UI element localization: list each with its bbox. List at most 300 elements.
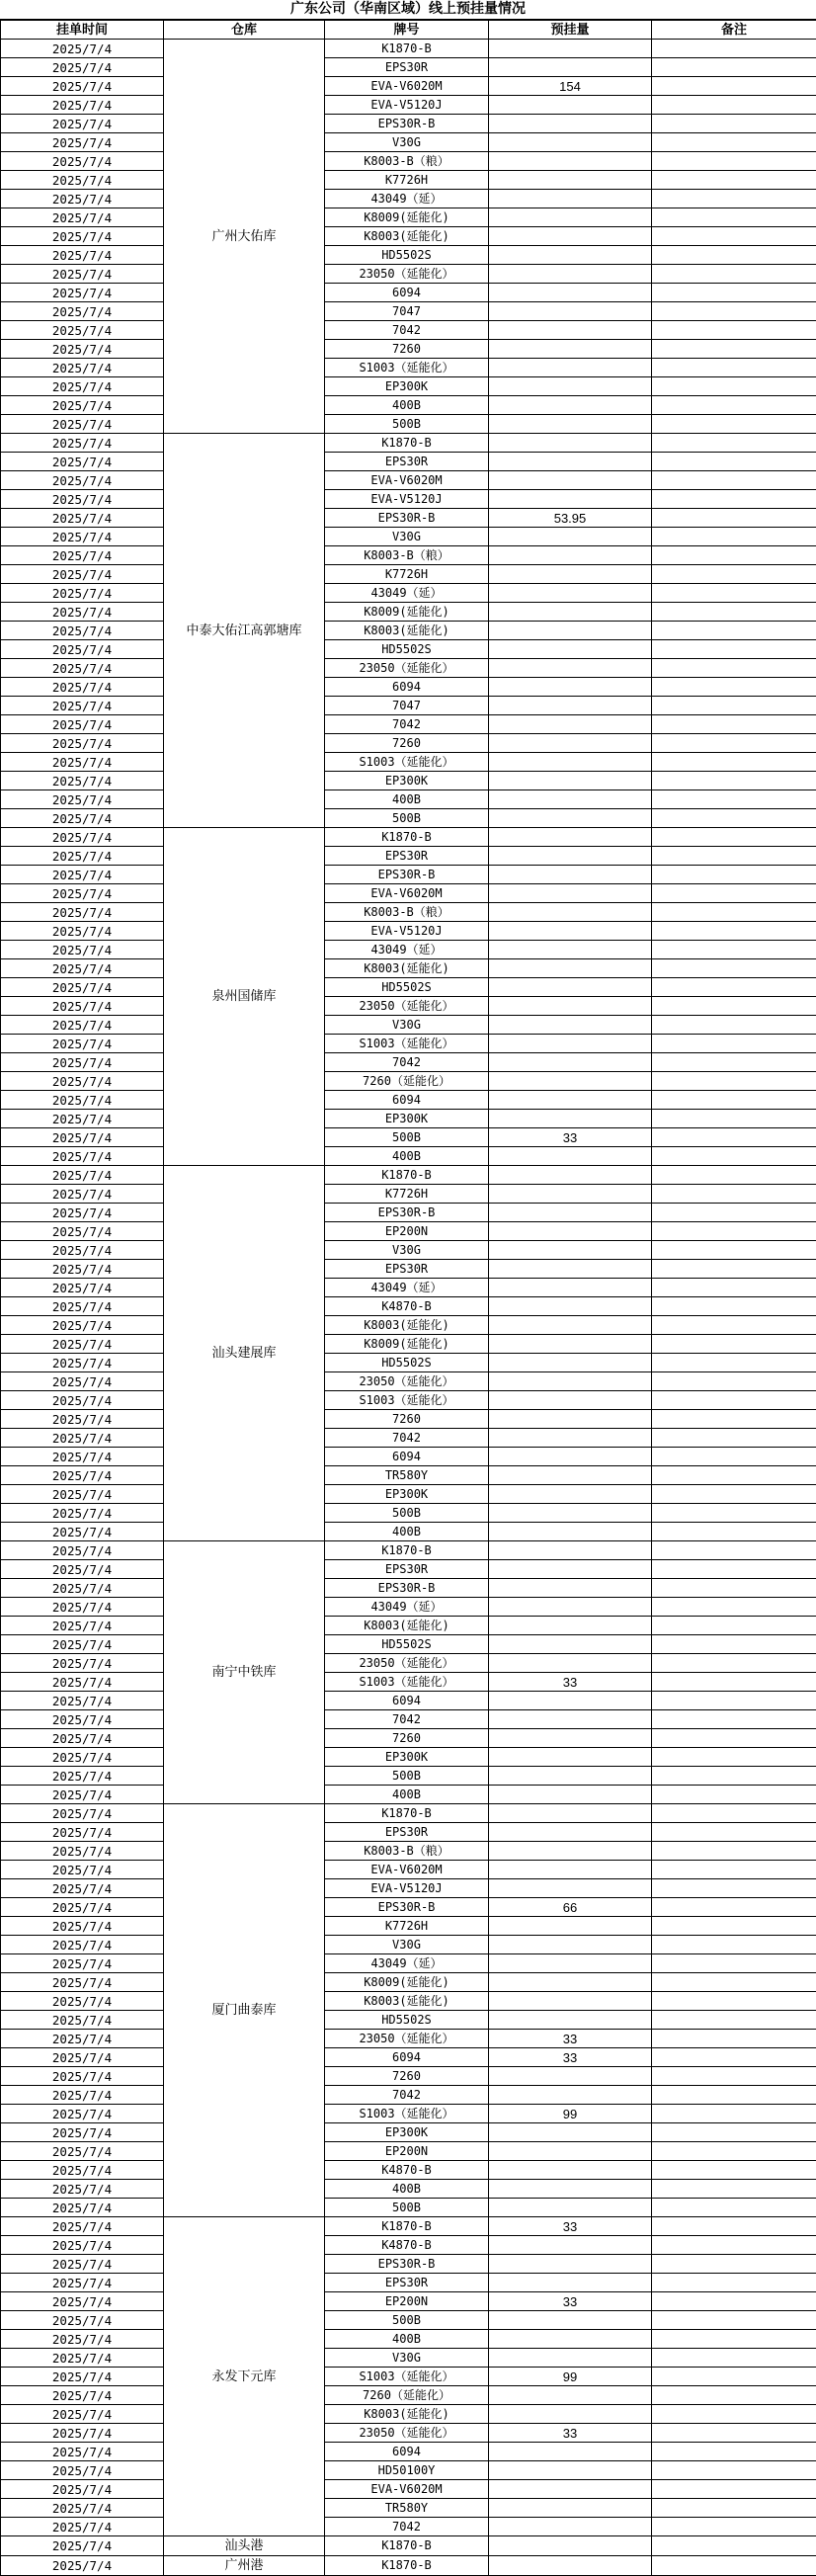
table-row bbox=[1, 302, 816, 321]
cell-warehouse: 永发下元库 bbox=[164, 2217, 325, 2536]
cell-grade: 7260 bbox=[325, 1410, 489, 1429]
cell-grade: 23050（延能化） bbox=[325, 1654, 489, 1673]
table-row bbox=[1, 1617, 816, 1635]
cell-qty bbox=[489, 1560, 652, 1579]
cell-grade: K8003(延能化) bbox=[325, 622, 489, 640]
cell-note bbox=[652, 58, 816, 77]
cell-grade: EPS30R-B bbox=[325, 1898, 489, 1917]
table-row bbox=[1, 284, 816, 302]
cell-qty bbox=[489, 2349, 652, 2368]
cell-date: 2025/7/4 bbox=[1, 1222, 164, 1241]
cell-grade: 500B bbox=[325, 1128, 489, 1147]
cell-qty bbox=[489, 471, 652, 490]
cell-date: 2025/7/4 bbox=[1, 1861, 164, 1879]
cell-qty bbox=[489, 265, 652, 284]
cell-grade: HD5502S bbox=[325, 2011, 489, 2030]
table-row bbox=[1, 2292, 816, 2311]
cell-qty bbox=[489, 1654, 652, 1673]
data-table bbox=[0, 20, 816, 2576]
cell-grade: V30G bbox=[325, 1016, 489, 1035]
cell-date: 2025/7/4 bbox=[1, 1147, 164, 1166]
cell-note bbox=[652, 1861, 816, 1879]
cell-grade: K8003(延能化) bbox=[325, 1316, 489, 1335]
table-row bbox=[1, 2048, 816, 2067]
cell-qty bbox=[489, 528, 652, 546]
cell-date: 2025/7/4 bbox=[1, 2443, 164, 2461]
table-row bbox=[1, 1185, 816, 1204]
cell-qty: 33 bbox=[489, 2048, 652, 2067]
cell-date: 2025/7/4 bbox=[1, 471, 164, 490]
cell-date: 2025/7/4 bbox=[1, 2349, 164, 2368]
cell-date: 2025/7/4 bbox=[1, 1504, 164, 1523]
cell-grade: K7726H bbox=[325, 1917, 489, 1936]
cell-qty bbox=[489, 772, 652, 790]
cell-qty bbox=[489, 1692, 652, 1710]
cell-note bbox=[652, 1541, 816, 1560]
table-row bbox=[1, 1110, 816, 1128]
table-row bbox=[1, 1898, 816, 1917]
cell-grade: 43049（延） bbox=[325, 1598, 489, 1617]
cell-date: 2025/7/4 bbox=[1, 640, 164, 659]
cell-grade: 6094 bbox=[325, 2048, 489, 2067]
cell-grade: 6094 bbox=[325, 2443, 489, 2461]
cell-date: 2025/7/4 bbox=[1, 1485, 164, 1504]
cell-grade: HD5502S bbox=[325, 246, 489, 265]
cell-qty bbox=[489, 1973, 652, 1992]
cell-note bbox=[652, 2199, 816, 2217]
cell-grade: EVA-V5120J bbox=[325, 922, 489, 941]
cell-grade: K8003-B（粮） bbox=[325, 546, 489, 565]
table-row bbox=[1, 1748, 816, 1767]
cell-date: 2025/7/4 bbox=[1, 321, 164, 340]
cell-note bbox=[652, 1673, 816, 1692]
table-row bbox=[1, 2499, 816, 2518]
cell-note bbox=[652, 528, 816, 546]
cell-grade: K1870-B bbox=[325, 40, 489, 58]
cell-note bbox=[652, 622, 816, 640]
cell-grade: 6094 bbox=[325, 284, 489, 302]
cell-note bbox=[652, 978, 816, 997]
cell-qty: 99 bbox=[489, 2105, 652, 2123]
cell-grade: EP300K bbox=[325, 1748, 489, 1767]
cell-qty bbox=[489, 584, 652, 603]
table-row bbox=[1, 40, 816, 58]
table-row bbox=[1, 434, 816, 453]
table-row bbox=[1, 565, 816, 584]
cell-note bbox=[652, 828, 816, 847]
table-row bbox=[1, 265, 816, 284]
cell-note bbox=[652, 1729, 816, 1748]
cell-grade: K7726H bbox=[325, 1185, 489, 1204]
cell-qty bbox=[489, 190, 652, 208]
cell-note bbox=[652, 959, 816, 978]
cell-qty bbox=[489, 847, 652, 866]
cell-grade: 23050（延能化） bbox=[325, 265, 489, 284]
cell-note bbox=[652, 2443, 816, 2461]
cell-note bbox=[652, 115, 816, 133]
cell-qty bbox=[489, 1241, 652, 1260]
cell-grade: S1003（延能化） bbox=[325, 1035, 489, 1053]
cell-grade: 7260（延能化） bbox=[325, 2386, 489, 2405]
cell-note bbox=[652, 1185, 816, 1204]
cell-note bbox=[652, 415, 816, 434]
cell-grade: 500B bbox=[325, 2311, 489, 2330]
cell-date: 2025/7/4 bbox=[1, 2330, 164, 2349]
cell-date: 2025/7/4 bbox=[1, 2292, 164, 2311]
cell-grade: EPS30R bbox=[325, 1560, 489, 1579]
table-row bbox=[1, 2067, 816, 2086]
cell-date: 2025/7/4 bbox=[1, 340, 164, 359]
table-row bbox=[1, 1316, 816, 1335]
cell-date: 2025/7/4 bbox=[1, 2556, 164, 2576]
cell-date: 2025/7/4 bbox=[1, 2161, 164, 2180]
table-row bbox=[1, 1466, 816, 1485]
cell-date: 2025/7/4 bbox=[1, 565, 164, 584]
cell-grade: K8009(延能化) bbox=[325, 1973, 489, 1992]
cell-grade: K7726H bbox=[325, 565, 489, 584]
table-row bbox=[1, 2349, 816, 2368]
cell-note bbox=[652, 1936, 816, 1954]
cell-note bbox=[652, 1316, 816, 1335]
cell-grade: EVA-V6020M bbox=[325, 2480, 489, 2499]
table-row bbox=[1, 1391, 816, 1410]
cell-grade: 43049（延） bbox=[325, 941, 489, 959]
table-row bbox=[1, 1954, 816, 1973]
cell-note bbox=[652, 2292, 816, 2311]
cell-grade: 500B bbox=[325, 415, 489, 434]
cell-qty: 33 bbox=[489, 2217, 652, 2236]
cell-date: 2025/7/4 bbox=[1, 509, 164, 528]
cell-qty bbox=[489, 1260, 652, 1279]
cell-date: 2025/7/4 bbox=[1, 490, 164, 509]
cell-note bbox=[652, 2255, 816, 2274]
cell-note bbox=[652, 1016, 816, 1035]
cell-note bbox=[652, 1279, 816, 1297]
cell-date: 2025/7/4 bbox=[1, 302, 164, 321]
cell-grade: 500B bbox=[325, 2199, 489, 2217]
cell-note bbox=[652, 1072, 816, 1091]
cell-grade: 7042 bbox=[325, 2518, 489, 2536]
cell-qty bbox=[489, 246, 652, 265]
cell-date: 2025/7/4 bbox=[1, 1185, 164, 1204]
cell-date: 2025/7/4 bbox=[1, 208, 164, 227]
cell-note bbox=[652, 678, 816, 697]
cell-grade: EPS30R bbox=[325, 2274, 489, 2292]
table-row bbox=[1, 77, 816, 96]
cell-warehouse: 厦门曲泰库 bbox=[164, 1804, 325, 2217]
cell-note bbox=[652, 1786, 816, 1804]
cell-qty bbox=[489, 302, 652, 321]
cell-date: 2025/7/4 bbox=[1, 1166, 164, 1185]
cell-qty bbox=[489, 1185, 652, 1204]
cell-grade: EPS30R bbox=[325, 58, 489, 77]
cell-qty bbox=[489, 1091, 652, 1110]
table-row bbox=[1, 1166, 816, 1185]
cell-grade: 7260 bbox=[325, 2067, 489, 2086]
table-row bbox=[1, 115, 816, 133]
table-row bbox=[1, 2161, 816, 2180]
table-row bbox=[1, 152, 816, 171]
cell-grade: K8003(延能化) bbox=[325, 1617, 489, 1635]
cell-grade: K8009(延能化) bbox=[325, 1335, 489, 1354]
cell-note bbox=[652, 1804, 816, 1823]
table-row bbox=[1, 1091, 816, 1110]
table-row bbox=[1, 2086, 816, 2105]
cell-qty bbox=[489, 790, 652, 809]
cell-qty bbox=[489, 1729, 652, 1748]
cell-qty bbox=[489, 1204, 652, 1222]
cell-qty bbox=[489, 2499, 652, 2518]
cell-date: 2025/7/4 bbox=[1, 1335, 164, 1354]
table-row bbox=[1, 1053, 816, 1072]
cell-grade: EPS30R bbox=[325, 1260, 489, 1279]
cell-note bbox=[652, 1917, 816, 1936]
cell-grade: 400B bbox=[325, 2330, 489, 2349]
table-row bbox=[1, 1635, 816, 1654]
cell-note bbox=[652, 584, 816, 603]
cell-qty bbox=[489, 1992, 652, 2011]
cell-qty bbox=[489, 96, 652, 115]
cell-date: 2025/7/4 bbox=[1, 528, 164, 546]
table-row bbox=[1, 1823, 816, 1842]
cell-qty: 53.95 bbox=[489, 509, 652, 528]
cell-date: 2025/7/4 bbox=[1, 1372, 164, 1391]
cell-note bbox=[652, 1297, 816, 1316]
cell-note bbox=[652, 2311, 816, 2330]
cell-grade: 7042 bbox=[325, 321, 489, 340]
cell-qty bbox=[489, 340, 652, 359]
cell-date: 2025/7/4 bbox=[1, 809, 164, 828]
cell-grade: EPS30R-B bbox=[325, 115, 489, 133]
cell-date: 2025/7/4 bbox=[1, 1091, 164, 1110]
cell-qty bbox=[489, 1635, 652, 1654]
cell-grade: EP200N bbox=[325, 2142, 489, 2161]
cell-date: 2025/7/4 bbox=[1, 715, 164, 734]
cell-note bbox=[652, 1598, 816, 1617]
cell-grade: EPS30R-B bbox=[325, 509, 489, 528]
cell-grade: 23050（延能化） bbox=[325, 659, 489, 678]
cell-note bbox=[652, 152, 816, 171]
cell-grade: EPS30R bbox=[325, 453, 489, 471]
table-row bbox=[1, 584, 816, 603]
cell-grade: K4870-B bbox=[325, 2236, 489, 2255]
cell-note bbox=[652, 2217, 816, 2236]
header-qty: 预挂量 bbox=[489, 21, 652, 40]
cell-qty bbox=[489, 603, 652, 622]
cell-grade: HD5502S bbox=[325, 978, 489, 997]
cell-grade: EP200N bbox=[325, 2292, 489, 2311]
cell-date: 2025/7/4 bbox=[1, 584, 164, 603]
cell-qty bbox=[489, 2067, 652, 2086]
cell-grade: S1003（延能化） bbox=[325, 1673, 489, 1692]
cell-note bbox=[652, 1748, 816, 1767]
header-grade: 牌号 bbox=[325, 21, 489, 40]
cell-grade: EVA-V6020M bbox=[325, 471, 489, 490]
cell-note bbox=[652, 2349, 816, 2368]
cell-warehouse: 中泰大佑江高郭塘库 bbox=[164, 434, 325, 828]
table-row bbox=[1, 1842, 816, 1861]
table-row bbox=[1, 1504, 816, 1523]
table-row bbox=[1, 1429, 816, 1448]
cell-note bbox=[652, 884, 816, 903]
cell-date: 2025/7/4 bbox=[1, 2386, 164, 2405]
table-row bbox=[1, 1335, 816, 1354]
cell-qty bbox=[489, 2011, 652, 2030]
cell-date: 2025/7/4 bbox=[1, 884, 164, 903]
cell-qty: 66 bbox=[489, 1898, 652, 1917]
table-row bbox=[1, 959, 816, 978]
cell-date: 2025/7/4 bbox=[1, 377, 164, 396]
cell-date: 2025/7/4 bbox=[1, 2424, 164, 2443]
cell-qty bbox=[489, 753, 652, 772]
cell-qty bbox=[489, 884, 652, 903]
cell-qty bbox=[489, 1391, 652, 1410]
cell-note bbox=[652, 1128, 816, 1147]
cell-date: 2025/7/4 bbox=[1, 2142, 164, 2161]
table-row bbox=[1, 941, 816, 959]
cell-qty bbox=[489, 490, 652, 509]
cell-qty bbox=[489, 1166, 652, 1185]
cell-qty bbox=[489, 2142, 652, 2161]
cell-note bbox=[652, 434, 816, 453]
cell-grade: K1870-B bbox=[325, 2556, 489, 2576]
table-row bbox=[1, 866, 816, 884]
cell-note bbox=[652, 490, 816, 509]
cell-grade: K1870-B bbox=[325, 1541, 489, 1560]
cell-note bbox=[652, 171, 816, 190]
cell-qty bbox=[489, 2405, 652, 2424]
table-row bbox=[1, 546, 816, 565]
table-row bbox=[1, 190, 816, 208]
cell-note bbox=[652, 1898, 816, 1917]
cell-grade: K7726H bbox=[325, 171, 489, 190]
cell-note bbox=[652, 2011, 816, 2030]
cell-note bbox=[652, 321, 816, 340]
table-row bbox=[1, 884, 816, 903]
table-row bbox=[1, 2123, 816, 2142]
cell-date: 2025/7/4 bbox=[1, 997, 164, 1016]
cell-grade: EPS30R-B bbox=[325, 1204, 489, 1222]
cell-qty bbox=[489, 1466, 652, 1485]
cell-qty bbox=[489, 208, 652, 227]
cell-date: 2025/7/4 bbox=[1, 622, 164, 640]
table-row bbox=[1, 1560, 816, 1579]
cell-qty bbox=[489, 171, 652, 190]
cell-grade: 500B bbox=[325, 1504, 489, 1523]
cell-note bbox=[652, 1204, 816, 1222]
cell-date: 2025/7/4 bbox=[1, 2255, 164, 2274]
cell-note bbox=[652, 1448, 816, 1466]
cell-qty bbox=[489, 941, 652, 959]
cell-qty bbox=[489, 1598, 652, 1617]
cell-qty bbox=[489, 1297, 652, 1316]
cell-date: 2025/7/4 bbox=[1, 415, 164, 434]
cell-grade: 7047 bbox=[325, 697, 489, 715]
cell-date: 2025/7/4 bbox=[1, 171, 164, 190]
cell-note bbox=[652, 2424, 816, 2443]
cell-grade: K8003-B（粮） bbox=[325, 152, 489, 171]
cell-grade: 43049（延） bbox=[325, 190, 489, 208]
cell-qty bbox=[489, 922, 652, 941]
table-row bbox=[1, 622, 816, 640]
cell-qty bbox=[489, 546, 652, 565]
cell-note bbox=[652, 509, 816, 528]
cell-date: 2025/7/4 bbox=[1, 1673, 164, 1692]
cell-grade: K1870-B bbox=[325, 828, 489, 847]
cell-qty bbox=[489, 866, 652, 884]
cell-date: 2025/7/4 bbox=[1, 2180, 164, 2199]
cell-qty: 33 bbox=[489, 2030, 652, 2048]
cell-note bbox=[652, 2180, 816, 2199]
cell-date: 2025/7/4 bbox=[1, 1842, 164, 1861]
cell-date: 2025/7/4 bbox=[1, 659, 164, 678]
cell-grade: HD5502S bbox=[325, 1354, 489, 1372]
cell-qty bbox=[489, 1485, 652, 1504]
cell-date: 2025/7/4 bbox=[1, 1391, 164, 1410]
cell-date: 2025/7/4 bbox=[1, 1692, 164, 1710]
table-row bbox=[1, 1279, 816, 1297]
table-row bbox=[1, 1804, 816, 1823]
cell-date: 2025/7/4 bbox=[1, 847, 164, 866]
cell-qty bbox=[489, 415, 652, 434]
cell-grade: 400B bbox=[325, 1147, 489, 1166]
cell-note bbox=[652, 40, 816, 58]
cell-note bbox=[652, 227, 816, 246]
cell-date: 2025/7/4 bbox=[1, 734, 164, 753]
cell-date: 2025/7/4 bbox=[1, 246, 164, 265]
table-row bbox=[1, 58, 816, 77]
cell-date: 2025/7/4 bbox=[1, 58, 164, 77]
table-row bbox=[1, 1128, 816, 1147]
cell-note bbox=[652, 1992, 816, 2011]
cell-grade: K8003-B（粮） bbox=[325, 903, 489, 922]
cell-qty bbox=[489, 2180, 652, 2199]
cell-note bbox=[652, 2461, 816, 2480]
cell-grade: EVA-V5120J bbox=[325, 1879, 489, 1898]
cell-warehouse: 南宁中铁库 bbox=[164, 1541, 325, 1804]
table-row bbox=[1, 1729, 816, 1748]
table-row bbox=[1, 1485, 816, 1504]
cell-grade: S1003（延能化） bbox=[325, 2105, 489, 2123]
table-row bbox=[1, 1410, 816, 1429]
table-row bbox=[1, 453, 816, 471]
table-row bbox=[1, 1260, 816, 1279]
cell-note bbox=[652, 96, 816, 115]
cell-date: 2025/7/4 bbox=[1, 1466, 164, 1485]
cell-warehouse: 广州大佑库 bbox=[164, 40, 325, 434]
cell-grade: V30G bbox=[325, 1241, 489, 1260]
cell-date: 2025/7/4 bbox=[1, 1110, 164, 1128]
cell-grade: 43049（延） bbox=[325, 1279, 489, 1297]
table-row bbox=[1, 2311, 816, 2330]
cell-date: 2025/7/4 bbox=[1, 903, 164, 922]
cell-grade: K1870-B bbox=[325, 434, 489, 453]
cell-qty: 99 bbox=[489, 2368, 652, 2386]
cell-grade: HD50100Y bbox=[325, 2461, 489, 2480]
cell-note bbox=[652, 396, 816, 415]
cell-date: 2025/7/4 bbox=[1, 2217, 164, 2236]
cell-qty bbox=[489, 640, 652, 659]
cell-note bbox=[652, 2236, 816, 2255]
cell-date: 2025/7/4 bbox=[1, 1954, 164, 1973]
cell-grade: K8009(延能化) bbox=[325, 208, 489, 227]
cell-date: 2025/7/4 bbox=[1, 1354, 164, 1372]
cell-note bbox=[652, 1166, 816, 1185]
cell-grade: HD5502S bbox=[325, 640, 489, 659]
cell-note bbox=[652, 1692, 816, 1710]
table-row bbox=[1, 2199, 816, 2217]
cell-qty bbox=[489, 2443, 652, 2461]
